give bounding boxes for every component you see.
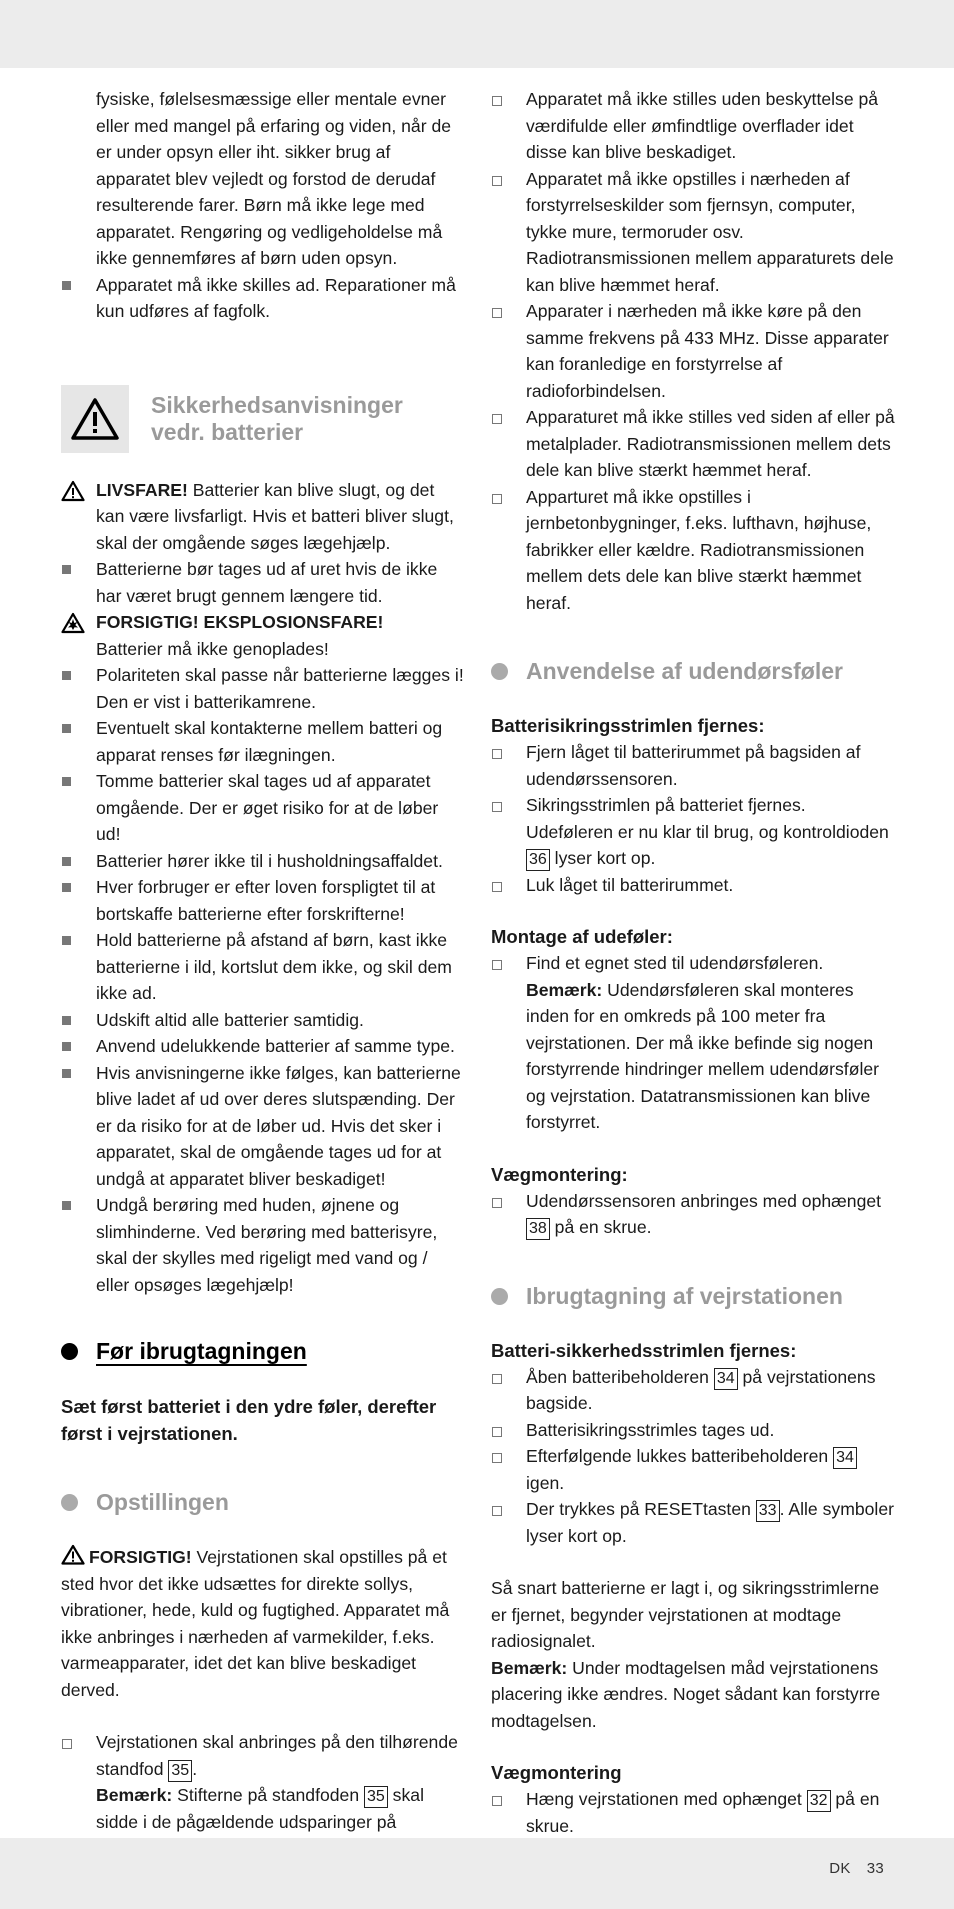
list-item: Apparturet må ikke opstilles i jernbetonbygninger, f.eks. lufthavn, højhuse, fabrikker eller kældre. Radiotransmissionen mellem dets dele kan blive stærkt hæmmet heraf. [491, 484, 896, 617]
before-use-title: Før ibrugtagningen [96, 1338, 307, 1364]
bullet-dot-icon [491, 1288, 508, 1305]
list-item: Batterisikringsstrimles tages ud. [491, 1417, 896, 1444]
wall-mount-list [491, 1188, 896, 1241]
setup-warning [61, 1544, 465, 1703]
battery-list-item [61, 556, 465, 609]
item-text: Udskift altid alle batterier samtidig. [96, 1009, 364, 1030]
battery-list-item [61, 1192, 465, 1298]
item-text-end: på vejrstationens bagside. [526, 1366, 876, 1413]
note-lead: Bemærk: [96, 1785, 173, 1805]
battery-list-item [61, 662, 465, 715]
item-text: Undgå berøring med huden, øjnene og slimhinderne. Ved berøring med batterisyre, skal der skylles med rigeligt med vand og / eller opsøges lægehjælp! [96, 1195, 438, 1295]
bottom-band [0, 1838, 954, 1909]
bullet-dot-icon [61, 1343, 78, 1360]
battery-safety-heading [61, 385, 465, 453]
bullet-dot-icon [61, 1494, 78, 1511]
item-text: Hæng vejrstationen med ophænget [526, 1789, 807, 1809]
ref-number: 35 [168, 1760, 192, 1782]
list-item: Fjern låget til batterirummet på bagsiden af udendørssensoren. [491, 739, 896, 792]
item-text: Find et egnet sted til udendørsføleren. [526, 953, 824, 973]
list-item: Apparaturet må ikke stilles ved siden af eller på metalplader. Radiotransmissionen mellem dets dele kan blive stærkt hæmmet heraf. [491, 404, 896, 484]
battery-list-item [61, 1060, 465, 1193]
strip-list [491, 739, 896, 898]
ref-number: 36 [526, 849, 550, 871]
wall-mount2-list [491, 1786, 896, 1839]
battery-list-item [61, 1033, 465, 1060]
item-text: Åben batteribeholderen [526, 1366, 714, 1387]
item-text: Sikringsstrimlen på batteriet fjernes. Udeføleren er nu klar til brug, og kontroldioden [526, 795, 889, 842]
bullet-dot-icon [491, 663, 508, 680]
battery-list-item [61, 715, 465, 768]
setup-warning-text: Vejrstationen skal opstilles på et sted hvor det ikke udsættes for direkte sollys, vibrationer, hede, kuld og fugtighed. Apparatet må ikke anbringes i nærheden af varmekilder, f.eks. varmeapparater, idet det kan blive beskadiget derved. [61, 1547, 450, 1700]
ref-number: 32 [807, 1790, 831, 1812]
before-use-text: Sæt først batteriet i den ydre føler, derefter først i vejrstationen. [61, 1396, 437, 1444]
wall-mount2-heading: Vægmontering [491, 1762, 622, 1783]
ref-number: 38 [526, 1218, 550, 1240]
outdoor-sensor-heading [491, 658, 896, 685]
signal-note [491, 1655, 896, 1735]
strip-heading: Batterisikringsstrimlen fjernes: [491, 715, 765, 736]
battery-list-item [61, 927, 465, 1007]
station-heading [491, 1283, 896, 1310]
warning-icon [61, 480, 85, 502]
footer-lang: DK [829, 1860, 851, 1877]
note-text: Udendørsføleren skal monteres inden for en omkreds på 100 meter fra vejrstationen. Der må ikke befinde sig nogen forstyrrende hindringer mellem udendørsføler og vejrstation. Datatransmissionen kan blive forstyrret. [526, 979, 879, 1132]
battery-list-item [61, 477, 465, 557]
item-text-end: på en skrue. [549, 1217, 652, 1237]
battery-list-item [61, 874, 465, 927]
list-item: Luk låget til batterirummet. [491, 872, 896, 899]
top-band [0, 0, 954, 68]
item-text-end: lyser kort op. [549, 848, 656, 868]
item-text: Udendørssensoren anbringes med ophænget [526, 1190, 882, 1211]
battery-list-item [61, 609, 465, 662]
item-text-end: igen. [526, 1472, 565, 1493]
intro-continuation: fysiske, følelsesmæssige eller mentale evner eller med mangel på erfaring og viden, når de er under opsyn eller iht. sikker brug af apparatet blev vejledt og forstod de derudaf resulterende farer. Børn må ikke lege med apparatet. Rengøring og vedligeholdelse må ikke gennemføres af børn uden opsyn. [96, 89, 452, 268]
before-use-heading [61, 1338, 465, 1365]
battery-list-item [61, 768, 465, 848]
item-text: Eventuelt skal kontakterne mellem batteri og apparat renses før ilægningen. [96, 718, 443, 765]
mount-heading: Montage af udeføler: [491, 926, 673, 947]
item-text-end: . Alle symboler lyser kort op. [526, 1499, 894, 1546]
setup-item-text: Vejrstationen skal anbringes på den tilhørende standfod [96, 1732, 458, 1779]
strip2-heading: Batteri-sikkerhedsstrimlen fjernes: [491, 1339, 797, 1361]
battery-title-line1: Sikkerhedsanvisninger [151, 391, 403, 418]
item-text: Hold batterierne på afstand af børn, kast ikke batterierne i ild, kortslut dem ikke, og skil dem ikke ad. [96, 930, 452, 1003]
page-footer [813, 1860, 884, 1877]
note-text: Under modtagelsen måd vejrstationens placering ikke ændres. Noget sådant kan forstyrre modtagelsen. [491, 1657, 881, 1731]
item-text: Polariteten skal passe når batterierne lægges i! Den er vist i batterikamrene. [96, 665, 464, 712]
item-text: Tomme batterier skal tages ud af apparatet omgående. Der er øget risiko for at de løber ud! [96, 771, 439, 844]
setup-warning-lead: FORSIGTIG! [89, 1547, 192, 1567]
list-item [491, 1496, 896, 1549]
warning-lead: LIVSFARE! [96, 479, 188, 500]
right-column [491, 86, 896, 1839]
battery-title-line2: vedr. batterier [151, 418, 304, 445]
battery-safety-list [61, 477, 465, 1299]
setup-title: Opstillingen [96, 1489, 229, 1515]
setup-heading [61, 1489, 465, 1516]
placement-list [491, 86, 896, 616]
warning-lead: FORSIGTIG! EKSPLOSIONSFARE! [96, 612, 384, 632]
item-text: Hvis anvisningerne ikke følges, kan batterierne blive ladet af ud over deres slutspænding. Der er da risiko for at de løber ud. Hvis det sker i apparatet, skal de omgående tages ud for at undgå at apparatet bliver beskadiget! [96, 1062, 461, 1189]
strip2-list [491, 1364, 896, 1550]
item-text-end: på en skrue. [526, 1789, 880, 1836]
list-item [491, 950, 896, 1136]
left-column [61, 86, 465, 1862]
list-item: Apparatet må ikke stilles uden beskyttelse på værdifulde eller ømfindtlige overflader idet disse kan blive beskadiget. [491, 86, 896, 166]
explosion-warning-icon [61, 612, 85, 634]
battery-list-item [61, 1007, 465, 1034]
note-lead: Bemærk: [491, 1657, 568, 1678]
item-text: Batterier må ikke genoplades! [96, 638, 329, 659]
item-text: Batterierne bør tages ud af uret hvis de ikke har været brugt gennem længere tid. [96, 559, 438, 606]
list-item [491, 1364, 896, 1417]
ref-number: 34 [833, 1447, 857, 1469]
list-item: Apparater i nærheden må ikke køre på den samme frekvens på 433 MHz. Disse apparater kan foranledige en forstyrrelse af radioforbindelsen. [491, 298, 896, 404]
list-item [491, 1786, 896, 1839]
station-title: Ibrugtagning af vejrstationen [526, 1282, 843, 1309]
item-text: Batterier hører ikke til i husholdningsaffaldet. [96, 850, 443, 871]
ref-number: 35 [364, 1786, 388, 1808]
note-text-end: skal sidde i de pågældende udsparinger på [96, 1785, 424, 1832]
note-lead: Bemærk: [526, 979, 603, 1000]
ref-number: 33 [756, 1500, 780, 1522]
list-item: Apparatet må ikke skilles ad. Reparationer må kun udføres af fagfolk. [61, 272, 465, 325]
mount-list [491, 950, 896, 1136]
item-text: Der trykkes på RESETtasten [526, 1499, 756, 1519]
setup-item-end: . [192, 1758, 198, 1779]
list-item [491, 1443, 896, 1496]
list-item [491, 1188, 896, 1241]
note-text: Stifterne på standfoden [172, 1785, 364, 1805]
outdoor-title: Anvendelse af udendørsføler [526, 658, 843, 684]
warning-icon [61, 1544, 85, 1565]
page-number: 33 [866, 1860, 884, 1877]
item-text: Anvend udelukkende batterier af samme type. [96, 1036, 455, 1056]
signal-paragraph: Så snart batterierne er lagt i, og sikringsstrimlerne er fjernet, begynder vejrstationen at modtage radiosignalet. [491, 1578, 880, 1651]
item-text: Efterfølgende lukkes batteribeholderen [526, 1446, 834, 1466]
list-item: Apparatet må ikke opstilles i nærheden af forstyrrelseskilder som fjernsyn, computer, tykke mure, termoruder osv. Radiotransmissionen mellem apparaturets dele kan blive hæmmet heraf. [491, 166, 896, 299]
item-text: Hver forbruger er efter loven forspligtet til at bortskaffe batterierne efter forskrifterne! [96, 877, 436, 924]
warning-triangle-icon [61, 385, 129, 453]
ref-number: 34 [714, 1368, 738, 1390]
intro-list [61, 272, 465, 325]
list-item [491, 792, 896, 872]
wall-mount-heading: Vægmontering: [491, 1163, 628, 1185]
battery-list-item [61, 848, 465, 875]
item-text: Batterier kan blive slugt, og det kan være livsfarligt. Hvis et batteri bliver slugt, skal der omgående søges lægehjælp. [96, 479, 454, 553]
